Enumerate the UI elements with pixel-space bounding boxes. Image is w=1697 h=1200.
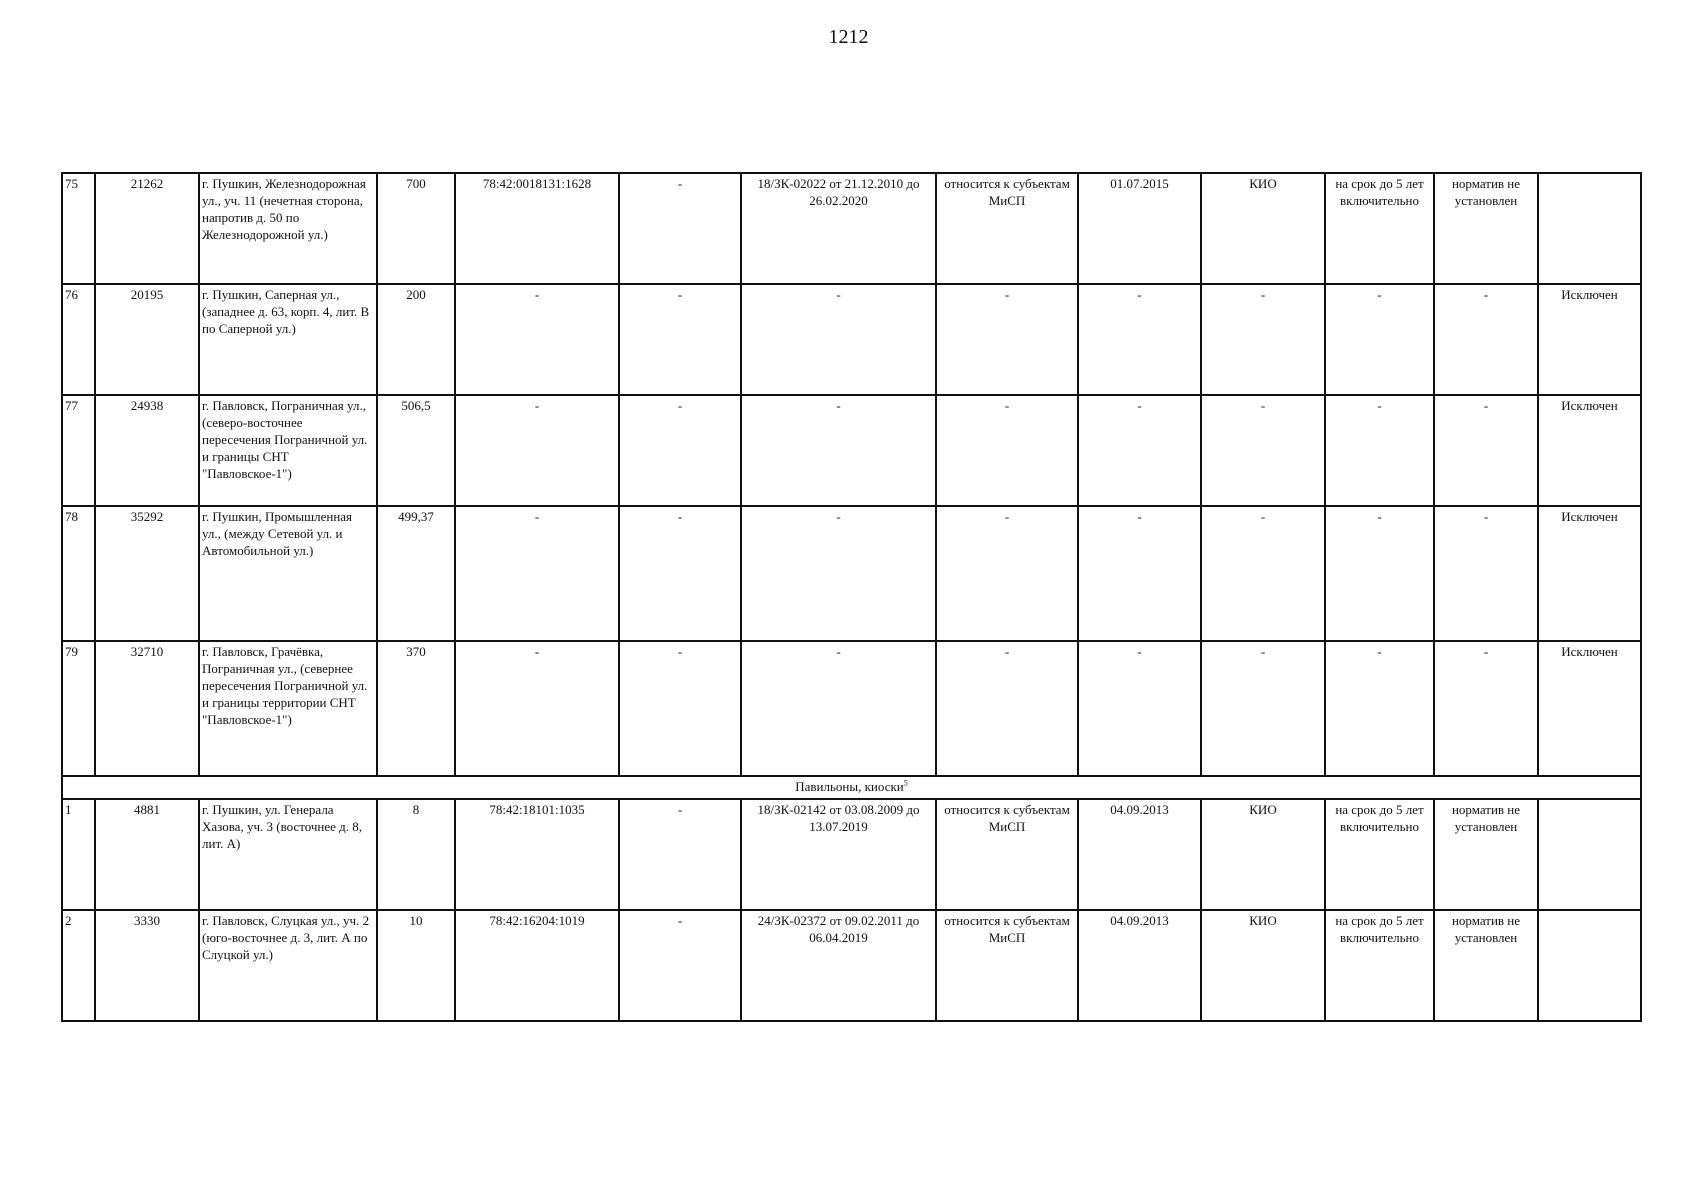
cell-address: г. Пушкин, ул. Генерала Хазова, уч. 3 (восточнее д. 8, лит. А)	[199, 799, 377, 910]
cell-norm: -	[1434, 506, 1538, 641]
table-row	[62, 506, 1641, 641]
cell-authority: КИО	[1201, 910, 1325, 1021]
cell-smb-status: -	[936, 641, 1078, 776]
cell-contract: 24/ЗК-02372 от 09.02.2011 до 06.04.2019	[741, 910, 936, 1021]
cell-row-number: 76	[62, 284, 95, 395]
cell-column-6: -	[619, 284, 741, 395]
cell-cadastral-number: -	[455, 284, 619, 395]
cell-contract: -	[741, 641, 936, 776]
cell-column-6: -	[619, 910, 741, 1021]
section-title	[62, 776, 1641, 799]
cell-date: -	[1078, 284, 1201, 395]
cell-norm: норматив не установлен	[1434, 799, 1538, 910]
cell-note	[1538, 799, 1641, 910]
cell-norm: -	[1434, 284, 1538, 395]
cell-smb-status: относится к субъектам МиСП	[936, 799, 1078, 910]
section-title-text: Павильоны, киоски	[795, 779, 904, 794]
cell-area: 370	[377, 641, 455, 776]
cell-row-number: 1	[62, 799, 95, 910]
table-row	[62, 910, 1641, 1021]
cell-term: -	[1325, 284, 1434, 395]
cell-date: 01.07.2015	[1078, 173, 1201, 284]
cell-term: -	[1325, 395, 1434, 506]
cell-authority: -	[1201, 641, 1325, 776]
table-row	[62, 641, 1641, 776]
cell-note: Исключен	[1538, 641, 1641, 776]
cell-column-6: -	[619, 506, 741, 641]
cell-registry-id: 4881	[95, 799, 199, 910]
cell-column-6: -	[619, 173, 741, 284]
cell-row-number: 79	[62, 641, 95, 776]
cell-smb-status: -	[936, 284, 1078, 395]
cell-date: -	[1078, 395, 1201, 506]
cell-row-number: 75	[62, 173, 95, 284]
registry-table	[61, 172, 1642, 1022]
cell-cadastral-number: -	[455, 641, 619, 776]
cell-row-number: 77	[62, 395, 95, 506]
cell-registry-id: 3330	[95, 910, 199, 1021]
cell-address: г. Павловск, Слуцкая ул., уч. 2 (юго-восточнее д. 3, лит. А по Слуцкой ул.)	[199, 910, 377, 1021]
section-footnote-mark: 5	[903, 778, 908, 788]
cell-column-6: -	[619, 799, 741, 910]
cell-row-number: 2	[62, 910, 95, 1021]
cell-norm: -	[1434, 641, 1538, 776]
cell-cadastral-number: 78:42:0018131:1628	[455, 173, 619, 284]
cell-date: -	[1078, 641, 1201, 776]
table-row	[62, 395, 1641, 506]
cell-norm: -	[1434, 395, 1538, 506]
cell-note	[1538, 910, 1641, 1021]
cell-registry-id: 21262	[95, 173, 199, 284]
cell-norm: норматив не установлен	[1434, 173, 1538, 284]
cell-area: 506,5	[377, 395, 455, 506]
cell-smb-status: относится к субъектам МиСП	[936, 173, 1078, 284]
cell-registry-id: 20195	[95, 284, 199, 395]
cell-authority: КИО	[1201, 799, 1325, 910]
cell-note: Исключен	[1538, 395, 1641, 506]
page-number: 1212	[828, 26, 869, 48]
cell-area: 499,37	[377, 506, 455, 641]
cell-cadastral-number: 78:42:18101:1035	[455, 799, 619, 910]
cell-note: Исключен	[1538, 506, 1641, 641]
cell-cadastral-number: 78:42:16204:1019	[455, 910, 619, 1021]
table-row	[62, 284, 1641, 395]
cell-term: -	[1325, 641, 1434, 776]
cell-norm: норматив не установлен	[1434, 910, 1538, 1021]
cell-address: г. Павловск, Грачёвка, Пограничная ул., (севернее пересечения Пограничной ул. и границы территории СНТ "Павловское-1")	[199, 641, 377, 776]
cell-term: на срок до 5 лет включительно	[1325, 799, 1434, 910]
cell-area: 200	[377, 284, 455, 395]
cell-smb-status: -	[936, 506, 1078, 641]
cell-authority: -	[1201, 506, 1325, 641]
cell-address: г. Пушкин, Железнодорожная ул., уч. 11 (нечетная сторона, напротив д. 50 по Железнодорожной ул.)	[199, 173, 377, 284]
cell-area: 8	[377, 799, 455, 910]
cell-registry-id: 32710	[95, 641, 199, 776]
cell-date: 04.09.2013	[1078, 910, 1201, 1021]
cell-area: 700	[377, 173, 455, 284]
cell-contract: 18/ЗК-02022 от 21.12.2010 до 26.02.2020	[741, 173, 936, 284]
cell-address: г. Павловск, Пограничная ул., (северо-восточнее пересечения Пограничной ул. и границы СНТ "Павловское-1")	[199, 395, 377, 506]
cell-contract: -	[741, 395, 936, 506]
cell-contract: -	[741, 506, 936, 641]
cell-term: на срок до 5 лет включительно	[1325, 910, 1434, 1021]
cell-date: 04.09.2013	[1078, 799, 1201, 910]
cell-authority: -	[1201, 395, 1325, 506]
cell-address: г. Пушкин, Саперная ул., (западнее д. 63, корп. 4, лит. В по Саперной ул.)	[199, 284, 377, 395]
cell-column-6: -	[619, 641, 741, 776]
cell-date: -	[1078, 506, 1201, 641]
cell-area: 10	[377, 910, 455, 1021]
cell-registry-id: 35292	[95, 506, 199, 641]
cell-note	[1538, 173, 1641, 284]
cell-column-6: -	[619, 395, 741, 506]
cell-authority: -	[1201, 284, 1325, 395]
cell-cadastral-number: -	[455, 506, 619, 641]
cell-cadastral-number: -	[455, 395, 619, 506]
table-row	[62, 799, 1641, 910]
cell-row-number: 78	[62, 506, 95, 641]
section-row	[62, 776, 1641, 799]
table-row	[62, 173, 1641, 284]
cell-term: на срок до 5 лет включительно	[1325, 173, 1434, 284]
cell-address: г. Пушкин, Промышленная ул., (между Сетевой ул. и Автомобильной ул.)	[199, 506, 377, 641]
cell-term: -	[1325, 506, 1434, 641]
cell-registry-id: 24938	[95, 395, 199, 506]
cell-smb-status: относится к субъектам МиСП	[936, 910, 1078, 1021]
cell-authority: КИО	[1201, 173, 1325, 284]
cell-note: Исключен	[1538, 284, 1641, 395]
cell-contract: 18/ЗК-02142 от 03.08.2009 до 13.07.2019	[741, 799, 936, 910]
cell-smb-status: -	[936, 395, 1078, 506]
cell-contract: -	[741, 284, 936, 395]
